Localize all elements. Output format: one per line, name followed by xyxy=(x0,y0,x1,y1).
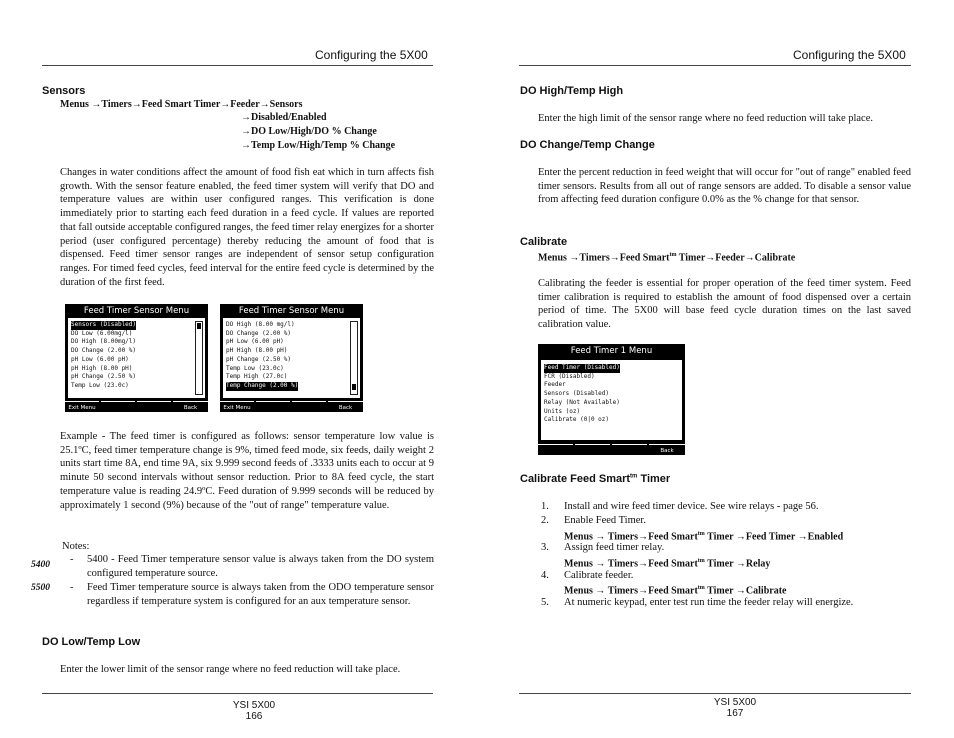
back-button[interactable]: Back xyxy=(173,401,208,412)
step-2-path: Menus → Timers→Feed Smart$^{tm}$ Timer →Feed Timer →Enabled xyxy=(564,531,844,543)
menu-item-fcr[interactable]: FCR (Disabled) xyxy=(544,372,595,380)
menu-item-do-high[interactable]: DO High (8.00 mg/l) xyxy=(226,321,295,328)
back-button[interactable]: Back xyxy=(649,444,685,455)
menu-item-units[interactable]: Units (oz) xyxy=(544,407,581,415)
softkey-3-button[interactable] xyxy=(292,401,326,412)
feed-timer-sensor-menu-screen-2 xyxy=(220,304,363,412)
sensors-heading: Sensors xyxy=(42,85,86,97)
calibrate-heading: Calibrate xyxy=(520,236,568,248)
scrollbar-thumb[interactable] xyxy=(197,323,201,329)
do-change-text: Enter the percent reduction in feed weight that will occur for "out of range" enabled feed timer sensors. Results from all out of range sensors are added. To disable a sensor value from affecting feed duration configure 0.0% as the % change for that sensor. xyxy=(538,167,911,206)
note-1-dash: - xyxy=(70,554,74,565)
menu-item-ph-change[interactable]: pH Change (2.50 %) xyxy=(71,373,137,381)
left-page-header: Configuring the 5X00 xyxy=(315,48,428,62)
left-header-rule xyxy=(42,65,433,66)
left-footer-rule xyxy=(42,693,433,694)
note-2-dash: - xyxy=(70,582,74,593)
do-low-text: Enter the lower limit of the sensor range where no feed reduction will take place. xyxy=(60,664,401,675)
menu-item-ph-change[interactable]: pH Change (2.50 %) xyxy=(226,355,292,363)
sensors-paragraph: Changes in water conditions affect the amount of food fish eat which in turn affects fish growth. With the sensor feature enabled, the feed timer system will verify that DO and temperature values are within user configured ranges. This verification is done immediately prior to starting each feed duration in a feed cycle. If values are reported that fall outside acceptable configured ranges, the feed timer relay energizes for a shorter period (user configured percentage) thereby reducing the amount of food that is dispensed. Feed timer sensor ranges are independent of sensor setup configuration ranges. For timed feed cycles, feed interval for the entire feed cycle is determined by the duration of the first feed. xyxy=(60,167,434,288)
menu-item-temp-low[interactable]: Temp Low (23.0c) xyxy=(226,364,284,372)
menu-item-ph-high[interactable]: pH High (8.00 pH) xyxy=(71,364,133,372)
right-footer-rule xyxy=(519,693,911,694)
menu-item-temp-low[interactable]: Temp Low (23.0c) xyxy=(71,381,129,389)
menu-item-temp-high[interactable]: Temp High (27.0c) xyxy=(226,373,288,381)
do-low-heading: DO Low/Temp Low xyxy=(42,636,141,648)
menu-item-calibrate[interactable]: Calibrate (0|0 oz) xyxy=(544,416,610,424)
scrollbar[interactable] xyxy=(195,321,203,395)
page-number: 167 xyxy=(726,708,744,719)
screen-title: Feed Timer Sensor Menu xyxy=(238,306,345,316)
note-2-text: Feed Timer temperature source is always taken from the ODO temperature sensor regardless if temperature system is configured for an aux temperature sensor. xyxy=(87,582,434,607)
step-3-path: Menus → Timers→Feed Smart$^{tm}$ Timer →Relay xyxy=(564,558,771,570)
note-1-text: 5400 - Feed Timer temperature sensor value is always taken from the DO system configured temperature source. xyxy=(87,554,434,579)
menu-item-ph-low[interactable]: pH Low (6.00 pH) xyxy=(71,355,129,363)
feed-timer-1-menu-screen xyxy=(538,344,685,455)
menu-item-do-change[interactable]: DO Change (2.00 %) xyxy=(71,347,137,355)
footer-title: YSI 5X00 xyxy=(232,700,276,711)
menu-item-sensors[interactable]: Sensors (Disabled) xyxy=(71,321,137,328)
menu-item-do-change[interactable]: DO Change (2.00 %) xyxy=(226,329,292,337)
menu-item-do-high[interactable]: DO High (8.00mg/l) xyxy=(71,338,137,346)
scrollbar[interactable] xyxy=(350,321,358,395)
screen-title: Feed Timer Sensor Menu xyxy=(83,306,190,316)
sensors-path-do: →DO Low/High/DO % Change xyxy=(241,126,377,137)
softkey-2-button[interactable] xyxy=(256,401,290,412)
menu-item-feeder[interactable]: Feeder xyxy=(544,381,566,389)
step-4-path: Menus → Timers→Feed Smart$^{tm}$ Timer →Calibrate xyxy=(564,585,787,597)
menu-item-sensors[interactable]: Sensors (Disabled) xyxy=(544,390,610,398)
menu-item-do-low[interactable]: DO Low (6.00mg/l) xyxy=(71,329,133,337)
softkey-3-button[interactable] xyxy=(612,444,647,455)
sensors-menu-path: Menus →Timers→Feed Smart Timer→Feeder→Sensors xyxy=(60,99,303,110)
exit-menu-button[interactable]: Exit Menu xyxy=(65,401,99,412)
softkey-1-button[interactable] xyxy=(538,444,573,455)
back-button[interactable]: Back xyxy=(328,401,363,412)
do-high-text: Enter the high limit of the sensor range where no feed reduction will take place. xyxy=(538,113,874,124)
note-1-model: 5400 xyxy=(31,560,50,570)
right-header-rule xyxy=(519,65,911,66)
menu-item-ph-high[interactable]: pH High (8.00 pH) xyxy=(226,347,288,355)
page-number: 166 xyxy=(245,711,263,722)
notes-label: Notes: xyxy=(62,541,90,552)
calibrate-feed-heading: Calibrate Feed Smart$^{tm}$ Timer xyxy=(520,473,671,485)
left-footer xyxy=(214,700,294,722)
scrollbar-thumb[interactable] xyxy=(352,384,356,390)
menu-item-relay[interactable]: Relay (Not Available) xyxy=(544,398,620,406)
footer-title: YSI 5X00 xyxy=(713,697,757,708)
right-footer xyxy=(695,697,775,719)
feed-timer-sensor-menu-screen-1 xyxy=(65,304,208,412)
menu-item-temp-change[interactable]: Temp Change (2.00 %) xyxy=(226,381,299,389)
screen-title: Feed Timer 1 Menu xyxy=(570,346,653,356)
do-high-heading: DO High/Temp High xyxy=(520,85,624,97)
note-2-model: 5500 xyxy=(31,583,50,593)
softkey-3-button[interactable] xyxy=(137,401,171,412)
example-paragraph: Example - The feed timer is configured as follows: sensor temperature low value is 25.1ºC, feed timer temperature change is 9%, timed feed mode, six feeds, daily weight 2 units start time 8A, end time 9A, six 9.999 second feeds of .3333 units each to occur at 9 minute 50 second intervals without sensor reduction. Prior to 8A feed cycle, the start temperature value is reading 24.9ºC. Feed duration of 9.999 seconds will be reduced by approximately 1 second (9%) because of the "out of range" temperature value. xyxy=(60,431,434,511)
softkey-2-button[interactable] xyxy=(101,401,135,412)
exit-menu-button[interactable]: Exit Menu xyxy=(220,401,254,412)
sensors-path-disabled-enabled: →Disabled/Enabled xyxy=(241,112,327,123)
right-page-header: Configuring the 5X00 xyxy=(793,48,906,62)
do-change-heading: DO Change/Temp Change xyxy=(520,139,655,151)
sensors-path-temp: →Temp Low/High/Temp % Change xyxy=(241,140,396,151)
menu-item-feed-timer[interactable]: Feed Timer (Disabled) xyxy=(544,364,620,371)
softkey-2-button[interactable] xyxy=(575,444,610,455)
menu-item-ph-low[interactable]: pH Low (6.00 pH) xyxy=(226,338,284,346)
calibrate-menu-path: Menus →Timers→Feed Smart$^{tm}$ Timer→Feeder→Calibrate xyxy=(538,252,796,264)
calibrate-paragraph: Calibrating the feeder is essential for proper operation of the feed timer system. Feed timer calibration is required to establish the amount of food dispensed over a certain period of time. The 5X00 will base feed cycle duration times on the last saved calibration value. xyxy=(538,278,911,331)
